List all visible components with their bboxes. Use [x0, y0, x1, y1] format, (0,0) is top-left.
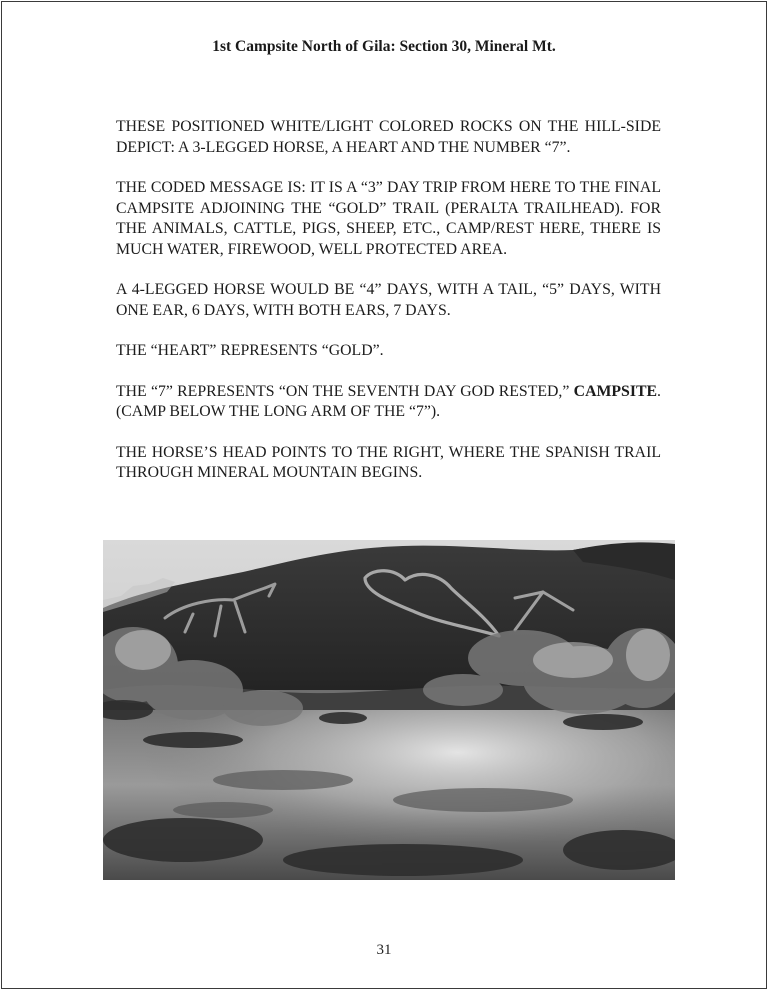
book-page [1, 1, 767, 989]
page-heading: 1st Campsite North of Gila: Section 30, Mineral Mt. [212, 38, 556, 55]
hillside-photo [103, 540, 675, 880]
hillside-photo-image [103, 540, 675, 880]
body-text [116, 117, 661, 504]
paragraph-coded-message: THE CODED MESSAGE IS: IT IS A “3” DAY TRIP FROM HERE TO THE FINAL CAMPSITE ADJOINING THE “GOLD” TRAIL (PERALTA TRAILHEAD). FOR THE ANIMALS, CATTLE, PIGS, SHEEP, ETC., CAMP/REST HERE, THERE IS MUCH WATER, FIREWOOD, WELL PROTECTED AREA. [116, 179, 661, 258]
page-number: 31 [376, 942, 392, 958]
paragraph-seven-tail: . (CAMP BELOW THE LONG ARM OF THE “7”). [116, 382, 661, 420]
campsite-emphasis: CAMPSITE [573, 382, 658, 400]
paragraph-seven-lead: THE “7” REPRESENTS “ON THE SEVENTH DAY GOD RESTED,” [116, 382, 570, 400]
paragraph-horse-days: A 4-LEGGED HORSE WOULD BE “4” DAYS, WITH A TAIL, “5” DAYS, WITH ONE EAR, 6 DAYS, WITH BOTH EARS, 7 DAYS. [116, 281, 661, 319]
paragraph-horse-head: THE HORSE’S HEAD POINTS TO THE RIGHT, WHERE THE SPANISH TRAIL THROUGH MINERAL MOUNTAIN BEGINS. [116, 443, 661, 481]
paragraph-heart: THE “HEART” REPRESENTS “GOLD”. [116, 342, 384, 359]
paragraph-seven [116, 382, 661, 423]
paragraph-rocks: THESE POSITIONED WHITE/LIGHT COLORED ROCKS ON THE HILL-SIDE DEPICT: A 3-LEGGED HORSE, A HEART AND THE NUMBER “7”. [116, 118, 661, 156]
